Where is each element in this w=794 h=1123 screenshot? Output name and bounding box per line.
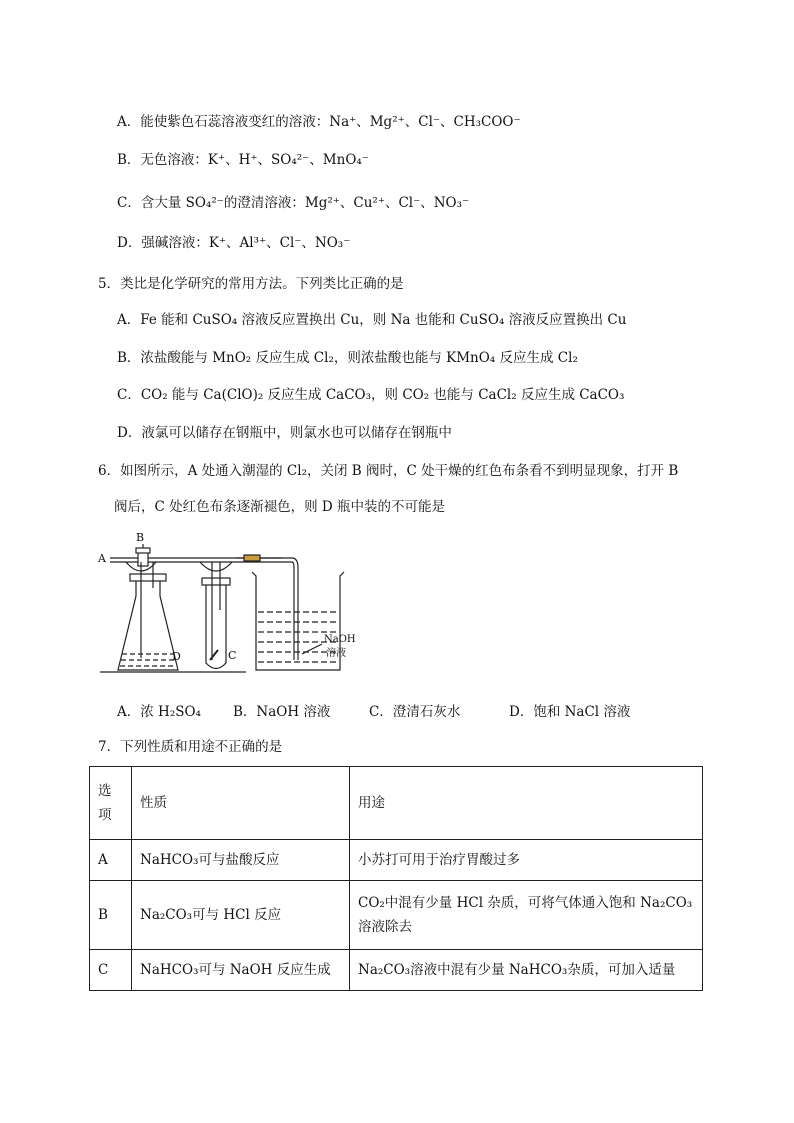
label-naoh: NaOH	[324, 634, 356, 645]
q4-option-b-ions: K⁺、H⁺、SO₄²⁻、MnO₄⁻	[207, 152, 369, 168]
q4-option-b-label: B．无色溶液：	[117, 152, 208, 168]
label-c: C	[228, 649, 237, 662]
label-a: A	[98, 552, 106, 565]
label-b: B	[136, 531, 145, 544]
q4-option-a-label: A．能使紫色石蕊溶液变红的溶液：	[117, 114, 330, 130]
header-option-char1: 选	[98, 783, 112, 799]
apparatus-diagram	[96, 528, 396, 680]
q5-option-a: A．Fe 能和 CuSO₄ 溶液反应置换出 Cu，则 Na 也能和 CuSO₄ 溶液反应置换出 Cu	[117, 312, 627, 328]
q6-option-c: C．澄清石灰水	[369, 704, 461, 720]
row-option: B	[90, 881, 132, 950]
row-property: Na₂CO₃可与 HCl 反应	[132, 881, 350, 950]
label-d: D	[172, 650, 181, 663]
row-use	[350, 881, 703, 950]
row-option: A	[90, 840, 132, 881]
q4-option-a-ions: Na⁺、Mg²⁺、Cl⁻、CH₃COO⁻	[329, 114, 521, 130]
q4-option-d-label: D．强碱溶液：	[117, 235, 209, 251]
row-use-line1: CO₂中混有少量 HCl 杂质，可将气体通入饱和 Na₂CO₃	[358, 895, 693, 911]
q6-stem-line1: 6．如图所示，A 处通入潮湿的 Cl₂，关闭 B 阀时，C 处干燥的红色布条看不到明显现象，打开 B	[98, 463, 679, 479]
q6-option-d: D．饱和 NaCl 溶液	[509, 704, 631, 720]
label-solution: 溶液	[326, 648, 346, 659]
q4-option-d	[117, 233, 350, 253]
q4-option-c	[117, 193, 469, 213]
q4-option-d-ions: K⁺、Al³⁺、Cl⁻、NO₃⁻	[208, 235, 351, 251]
q7-stem: 7．下列性质和用途不正确的是	[98, 739, 283, 755]
q4-option-b	[117, 150, 369, 170]
header-option	[90, 767, 132, 840]
table-row	[90, 881, 703, 950]
q6-stem-line2: 阀后，C 处红色布条逐渐褪色，则 D 瓶中装的不可能是	[114, 499, 446, 515]
q4-option-a	[117, 112, 521, 132]
row-property: NaHCO₃可与盐酸反应	[132, 840, 350, 881]
table-row	[90, 840, 703, 881]
header-use: 用途	[350, 767, 703, 840]
table-row	[90, 950, 703, 991]
q4-option-c-label: C．含大量 SO₄²⁻的澄清溶液：	[117, 195, 305, 211]
q6-option-a: A．浓 H₂SO₄	[117, 704, 201, 720]
q6-option-b: B．NaOH 溶液	[233, 704, 331, 720]
row-option: C	[90, 950, 132, 991]
q5-stem: 5．类比是化学研究的常用方法。下列类比正确的是	[98, 276, 404, 292]
q5-option-d: D．液氯可以储存在钢瓶中，则氯水也可以储存在钢瓶中	[117, 425, 452, 441]
row-use: 小苏打可用于治疗胃酸过多	[350, 840, 703, 881]
header-option-char2: 项	[98, 807, 112, 823]
q6-options	[117, 700, 677, 720]
q4-option-c-ions: Mg²⁺、Cu²⁺、Cl⁻、NO₃⁻	[304, 195, 470, 211]
row-use: Na₂CO₃溶液中混有少量 NaHCO₃杂质，可加入适量	[350, 950, 703, 991]
q5-option-c: C．CO₂ 能与 Ca(ClO)₂ 反应生成 CaCO₃，则 CO₂ 也能与 CaCl₂ 反应生成 CaCO₃	[117, 387, 625, 403]
row-property: NaHCO₃可与 NaOH 反应生成	[132, 950, 350, 991]
q5-option-b: B．浓盐酸能与 MnO₂ 反应生成 Cl₂，则浓盐酸也能与 KMnO₄ 反应生成 Cl₂	[117, 350, 578, 366]
table-header-row	[90, 767, 703, 840]
q7-table	[89, 766, 703, 991]
header-property: 性质	[132, 767, 350, 840]
row-use-line2: 溶液除去	[358, 919, 412, 935]
